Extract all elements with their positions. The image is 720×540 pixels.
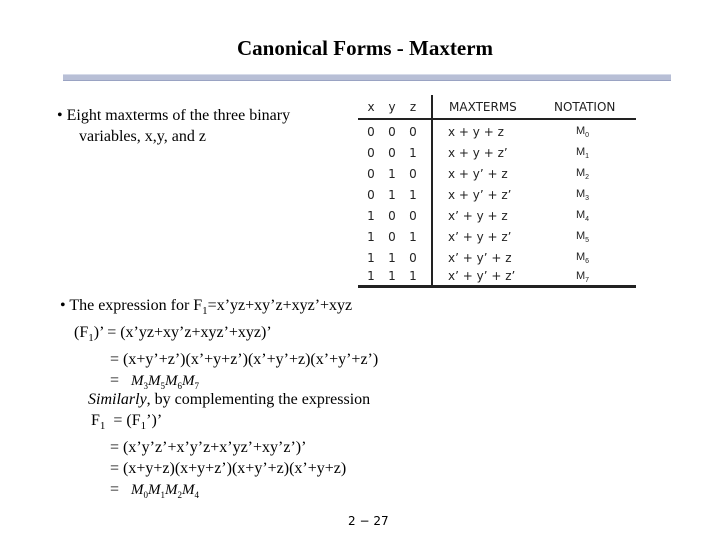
- page-number: 2 − 27: [348, 514, 389, 528]
- description-line-2: variables, x,y, and z: [79, 128, 206, 145]
- header-x: x: [367, 100, 375, 114]
- expression-line-3: = (x+y’+z’)(x’+y+z’)(x’+y’+z)(x’+y’+z’): [110, 351, 379, 369]
- header-notation: NOTATION: [554, 100, 616, 114]
- cell-x: 0: [367, 167, 375, 181]
- notation-symbol: M: [576, 188, 586, 200]
- header-z: z: [409, 100, 417, 114]
- cell-y: 0: [388, 146, 396, 160]
- expr-l1-sub: 1: [202, 305, 208, 318]
- maxterm-product-1: [131, 373, 200, 392]
- sim-l2-mid: = (F: [105, 412, 141, 429]
- cell-y: 0: [388, 230, 396, 244]
- cell-notation: [576, 251, 589, 265]
- expression-line-2: [60, 322, 378, 349]
- sim-l2-suffix: ’)’: [146, 412, 163, 429]
- table-row: [358, 209, 636, 230]
- table-row: [358, 167, 636, 188]
- similarly-word: Similarly: [88, 391, 147, 408]
- notation-index: 1: [585, 153, 590, 161]
- cell-z: 0: [409, 251, 417, 265]
- table-row: [358, 125, 636, 146]
- product-symbol: M: [165, 482, 178, 499]
- cell-y: 0: [388, 125, 396, 139]
- cell-z: 0: [409, 125, 417, 139]
- maxterm-description: [57, 105, 290, 147]
- table-bottom-rule: [358, 285, 636, 288]
- similarly-rest: , by complementing the expression: [146, 391, 371, 408]
- cell-notation: [576, 167, 589, 181]
- product-index: 6: [177, 381, 183, 392]
- sim-l2-prefix: F: [91, 412, 100, 429]
- notation-index: 5: [585, 237, 590, 245]
- expr-l2-prefix: (F: [74, 324, 89, 342]
- notation-index: 7: [585, 277, 590, 285]
- expr-l4-prefix: =: [110, 372, 120, 390]
- expression-block: [60, 295, 378, 397]
- cell-x: 0: [367, 125, 375, 139]
- notation-symbol: M: [576, 209, 586, 221]
- notation-index: 3: [585, 195, 590, 203]
- header-maxterms: MAXTERMS: [449, 100, 517, 114]
- expr-l2-suffix: )’ = (x’yz+xy’z+xyz’+xyz)’: [93, 324, 272, 342]
- product-symbol: M: [165, 373, 178, 390]
- product-index: 7: [194, 381, 200, 392]
- cell-maxterm: x + y + z: [448, 125, 504, 139]
- notation-index: 4: [585, 216, 590, 224]
- cell-z: 1: [409, 188, 417, 202]
- product-symbol: M: [148, 482, 161, 499]
- table-row: [358, 230, 636, 251]
- cell-notation: [576, 146, 589, 160]
- cell-maxterm: x + y’ + z: [448, 167, 508, 181]
- similarly-line-3: = (x’y’z’+x’y’z+x’yz’+xy’z’)’: [110, 439, 307, 457]
- notation-symbol: M: [576, 230, 586, 242]
- table-row: [358, 146, 636, 167]
- sim-l2-sub: 1: [99, 420, 106, 433]
- cell-x: 1: [367, 269, 375, 283]
- cell-maxterm: x’ + y + z’: [448, 230, 512, 244]
- cell-maxterm: x + y + z’: [448, 146, 508, 160]
- table-header-rule: [358, 118, 636, 120]
- cell-notation: [576, 209, 589, 223]
- product-symbol: M: [148, 373, 161, 390]
- cell-x: 0: [367, 146, 375, 160]
- cell-y: 1: [388, 167, 396, 181]
- maxterm-product-2: [131, 482, 200, 501]
- expr-l1-suffix: =x’yz+xy’z+xyz’+xyz: [207, 297, 353, 314]
- similarly-line-2: [88, 410, 370, 437]
- cell-notation: [576, 270, 589, 284]
- product-symbol: M: [131, 373, 144, 390]
- cell-y: 1: [388, 188, 396, 202]
- cell-maxterm: x’ + y’ + z’: [448, 269, 516, 283]
- product-symbol: M: [182, 373, 195, 390]
- cell-y: 0: [388, 209, 396, 223]
- cell-maxterm: x + y’ + z’: [448, 188, 512, 202]
- table-row: [358, 188, 636, 209]
- notation-symbol: M: [576, 125, 586, 137]
- product-index: 3: [143, 381, 149, 392]
- header-y: y: [388, 100, 396, 114]
- similarly-block: [88, 389, 370, 506]
- similarly-line-4: = (x+y+z)(x+y+z’)(x+y’+z)(x’+y+z): [110, 460, 347, 478]
- maxterm-table: [358, 95, 636, 288]
- notation-symbol: M: [576, 270, 586, 282]
- notation-symbol: M: [576, 146, 586, 158]
- cell-y: 1: [388, 269, 396, 283]
- table-row: [358, 269, 636, 285]
- expr-l1-prefix: • The expression for F: [60, 297, 203, 314]
- product-index: 5: [160, 381, 166, 392]
- cell-notation: [576, 230, 589, 244]
- cell-z: 0: [409, 167, 417, 181]
- cell-notation: [576, 188, 589, 202]
- sim-l5-prefix: =: [110, 481, 120, 499]
- notation-symbol: M: [576, 167, 586, 179]
- notation-index: 6: [585, 258, 590, 266]
- similarly-line-1: [88, 389, 370, 410]
- cell-maxterm: x’ + y + z: [448, 209, 508, 223]
- cell-x: 0: [367, 188, 375, 202]
- expression-line-1: [60, 295, 378, 322]
- cell-z: 1: [409, 146, 417, 160]
- cell-z: 0: [409, 209, 417, 223]
- sim-l2-sub2: 1: [140, 420, 147, 433]
- similarly-line-5: [88, 479, 370, 506]
- cell-x: 1: [367, 209, 375, 223]
- slide-title: Canonical Forms - Maxterm: [236, 36, 494, 60]
- notation-index: 0: [585, 132, 590, 140]
- product-index: 1: [160, 490, 166, 501]
- expr-l2-sub: 1: [88, 332, 94, 345]
- cell-x: 1: [367, 251, 375, 265]
- cell-z: 1: [409, 230, 417, 244]
- product-index: 2: [177, 490, 183, 501]
- cell-y: 1: [388, 251, 396, 265]
- notation-symbol: M: [576, 251, 586, 263]
- cell-x: 1: [367, 230, 375, 244]
- description-line-1: • Eight maxterms of the three binary: [57, 107, 291, 124]
- cell-maxterm: x’ + y’ + z: [448, 251, 512, 265]
- cell-z: 1: [409, 269, 417, 283]
- product-index: 0: [143, 490, 149, 501]
- notation-index: 2: [585, 174, 590, 182]
- product-index: 4: [194, 490, 200, 501]
- title-underline-bar: [63, 74, 671, 81]
- cell-notation: [576, 125, 589, 139]
- product-symbol: M: [182, 482, 195, 499]
- product-symbol: M: [131, 482, 144, 499]
